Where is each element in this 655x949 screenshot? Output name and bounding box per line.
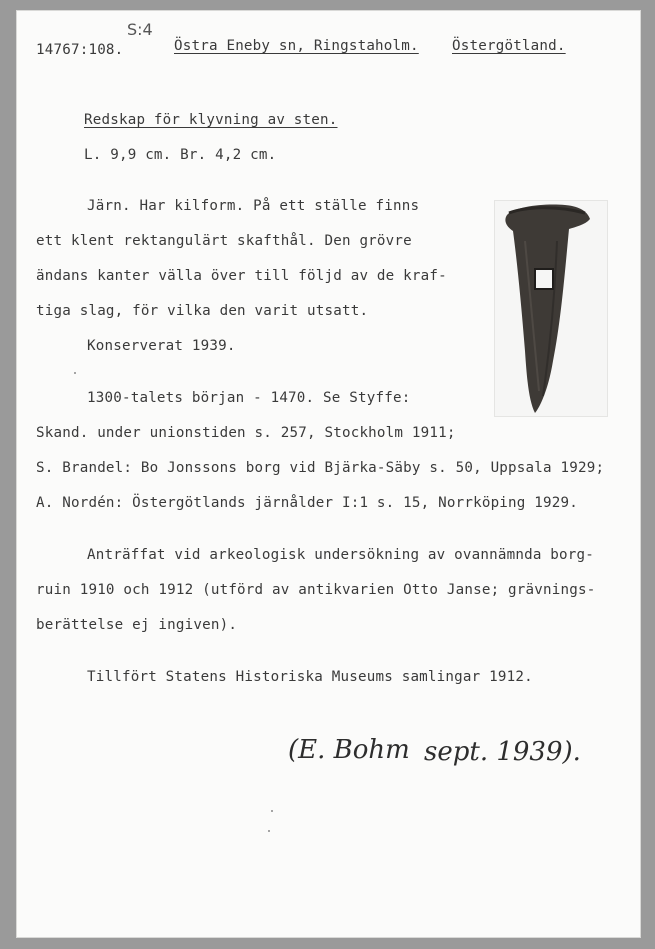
description-line: Järn. Har kilform. På ett ställe finns — [87, 198, 420, 214]
paper-speck — [74, 372, 76, 374]
object-photo — [494, 200, 608, 417]
find-location: Östra Eneby sn, Ringstaholm. — [174, 38, 419, 54]
acquisition-note: Tillfört Statens Historiska Museums samlingar 1912. — [87, 669, 533, 685]
description-line: ett klent rektangulärt skafthål. Den grövre — [36, 233, 412, 249]
conservation-note: Konserverat 1939. — [87, 338, 236, 354]
catalog-card — [16, 10, 641, 938]
svg-text:sept. 1939).: sept. 1939). — [424, 737, 581, 767]
object-dimensions: L. 9,9 cm. Br. 4,2 cm. — [84, 147, 277, 163]
dating-line: S. Brandel: Bo Jonssons borg vid Bjärka-Säby s. 50, Uppsala 1929; — [36, 460, 605, 476]
dating-line: 1300-talets början - 1470. Se Styffe: — [87, 390, 411, 406]
object-title: Redskap för klyvning av sten. — [84, 112, 338, 128]
paper-speck — [268, 830, 270, 832]
handwritten-signature — [284, 722, 594, 772]
paper-speck — [271, 810, 273, 812]
description-line: tiga slag, för vilka den varit utsatt. — [36, 303, 369, 319]
handwritten-code: S:4 — [127, 20, 153, 39]
dating-line: A. Nordén: Östergötlands järnålder I:1 s. 15, Norrköping 1929. — [36, 495, 578, 511]
dating-line: Skand. under unionstiden s. 257, Stockholm 1911; — [36, 425, 456, 441]
find-line: berättelse ej ingiven). — [36, 617, 238, 633]
svg-text:(E. Bohm: (E. Bohm — [288, 735, 410, 765]
iron-wedge-image — [495, 201, 607, 416]
find-line: Anträffat vid arkeologisk undersökning av ovannämnda borg- — [87, 547, 595, 563]
find-line: ruin 1910 och 1912 (utförd av antikvarien Otto Janse; grävnings- — [36, 582, 596, 598]
region: Östergötland. — [452, 38, 566, 54]
catalog-number: 14767:108. — [36, 42, 124, 58]
description-line: ändans kanter välla över till följd av de kraf- — [36, 268, 447, 284]
